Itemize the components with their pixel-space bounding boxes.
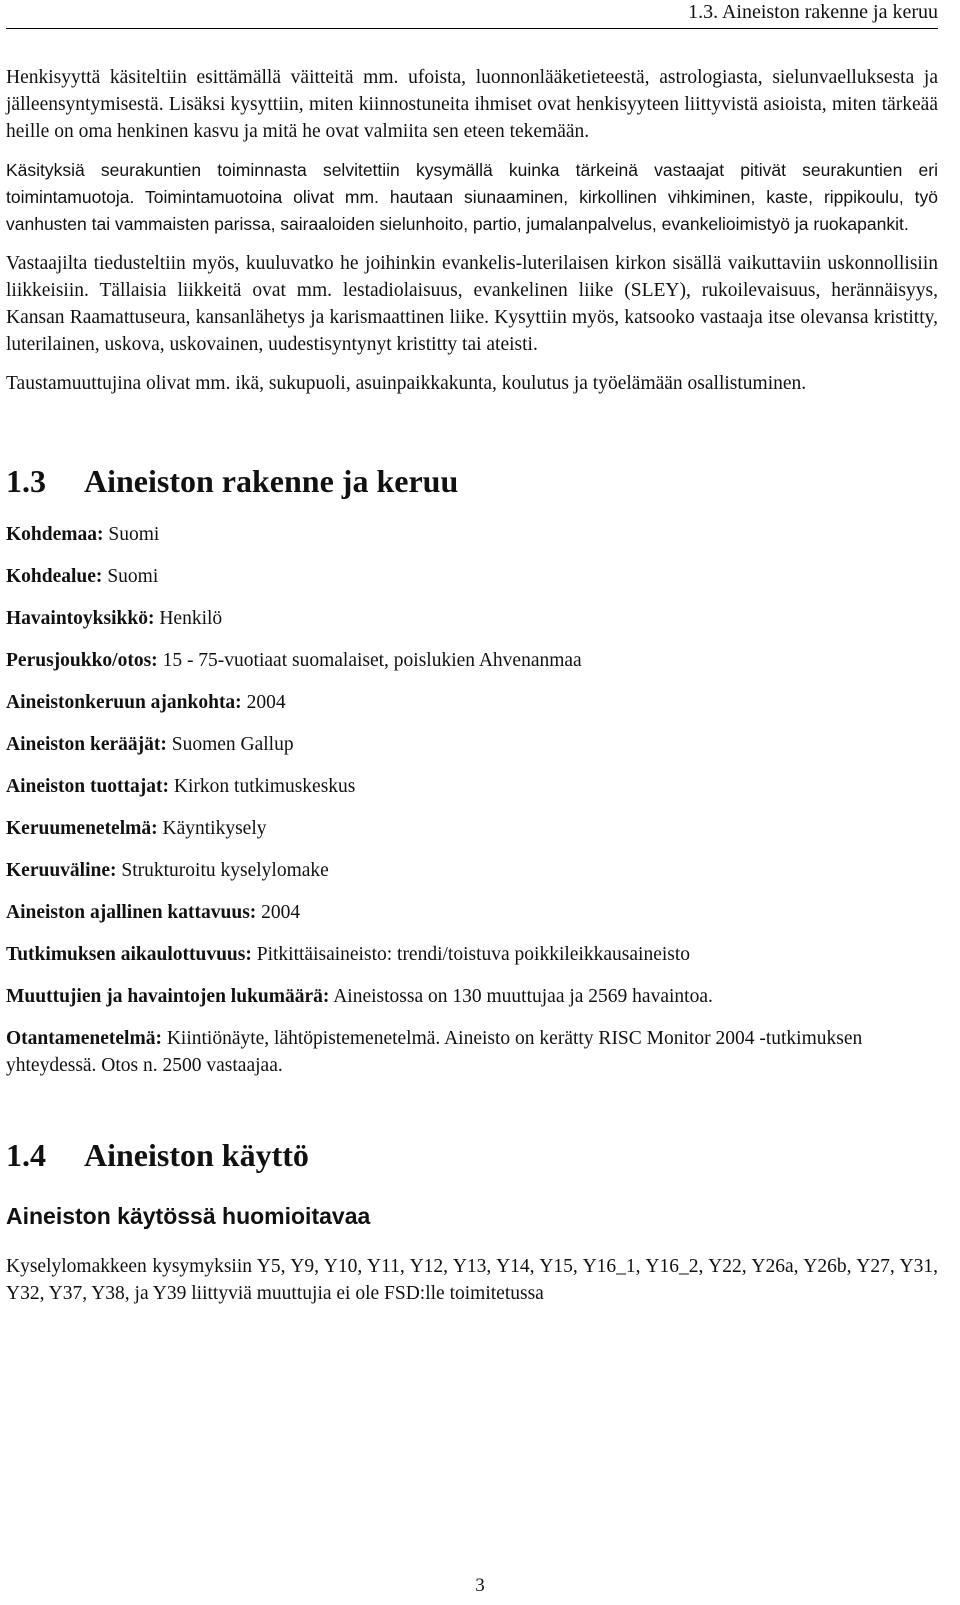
field-temporal-coverage bbox=[6, 899, 938, 926]
field-label: Perusjoukko/otos: bbox=[6, 650, 158, 671]
field-label: Keruumenetelmä: bbox=[6, 818, 158, 839]
field-time-dimension bbox=[6, 941, 938, 968]
field-data-producers bbox=[6, 773, 938, 800]
field-label: Havaintoyksikkö: bbox=[6, 608, 155, 629]
field-collection-method bbox=[6, 815, 938, 842]
intro-paragraph-background-variables: Taustamuuttujina olivat mm. ikä, sukupuoli, asuinpaikkakunta, koulutus ja työelämään osallistuminen. bbox=[6, 373, 807, 394]
field-value: 2004 bbox=[261, 902, 301, 923]
field-value: Suomen Gallup bbox=[171, 734, 294, 755]
field-collection-instrument bbox=[6, 857, 938, 884]
field-data-collectors bbox=[6, 731, 938, 758]
field-label: Keruuväline: bbox=[6, 860, 117, 881]
intro-paragraph-spirituality: Henkisyyttä käsiteltiin esittämällä väitteitä mm. ufoista, luonnonlääketieteestä, astrologiasta, sielunvaelluksesta ja jälleensyntymisestä. Lisäksi kysyttiin, miten kiinnostuneita ihmiset ovat henkisyyteen liittyvistä asioista, miten tärkeää heille on oma henkinen kasvu ja mitä he ovat valmiita sen eteen tekemään. bbox=[6, 67, 938, 142]
field-value: Suomi bbox=[108, 524, 160, 545]
field-label: Aineiston tuottajat: bbox=[6, 776, 170, 797]
field-label: Aineistonkeruun ajankohta: bbox=[6, 692, 242, 713]
field-target-area bbox=[6, 563, 938, 590]
section-1-3-number: 1.3 bbox=[6, 463, 46, 499]
field-population-sample bbox=[6, 647, 938, 674]
intro-paragraph-parish-activities: Käsityksiä seurakuntien toiminnasta selvitettiin kysymällä kuinka tärkeinä vastaajat pitivät seurakuntien eri toimintamuotoja. Toimintamuotoina olivat mm. hautaan siunaaminen, kirkollinen vihkiminen, kaste, rippikoulu, työ vanhusten tai vammaisten parissa, sairaaloiden sielunhoito, partio, jumalanpalvelus, evankelioimistyö ja ruokapankit. bbox=[6, 160, 938, 234]
section-1-3-heading bbox=[6, 461, 938, 501]
field-label: Aineiston kerääjät: bbox=[6, 734, 167, 755]
field-sampling-method bbox=[6, 1025, 938, 1079]
field-value: 2004 bbox=[246, 692, 286, 713]
running-header-title: 1.3. Aineiston rakenne ja keruu bbox=[688, 1, 938, 23]
page-number: 3 bbox=[475, 1575, 485, 1596]
field-target-country bbox=[6, 521, 938, 548]
running-header bbox=[6, 0, 938, 29]
field-value: Aineistossa on 130 muuttujaa ja 2569 havaintoa. bbox=[333, 986, 713, 1007]
field-value: Suomi bbox=[107, 566, 159, 587]
field-label: Kohdemaa: bbox=[6, 524, 104, 545]
intro-paragraph-religious-movements: Vastaajilta tiedusteltiin myös, kuuluvatko he joihinkin evankelis-luterilaisen kirkon sisällä vaikuttaviin uskonnollisiin liikkeisiin. Tällaisia liikkeitä ovat mm. lestadiolaisuus, evankelinen liike (SLEY), rukoilevaisuus, herännäisyys, Kansan Raamattuseura, kansanlähetys ja karismaattinen liike. Kysyttiin myös, katsooko vastaaja itse olevansa kristitty, luterilainen, uskova, uskovainen, uudestisyntynyt kristitty tai ateisti. bbox=[6, 253, 938, 355]
field-collection-date bbox=[6, 689, 938, 716]
field-label: Tutkimuksen aikaulottuvuus: bbox=[6, 944, 252, 965]
field-value: Henkilö bbox=[159, 608, 223, 629]
page-content bbox=[6, 64, 938, 1319]
section-1-4-number: 1.4 bbox=[6, 1137, 46, 1173]
section-1-4-heading bbox=[6, 1135, 938, 1175]
field-value: Kirkon tutkimuskeskus bbox=[173, 776, 356, 797]
section-1-4-title: Aineiston käyttö bbox=[84, 1137, 309, 1173]
subsection-usage-notes-heading: Aineiston käytössä huomioitavaa bbox=[6, 1203, 371, 1229]
usage-notes-paragraph: Kyselylomakkeen kysymyksiin Y5, Y9, Y10, Y11, Y12, Y13, Y14, Y15, Y16_1, Y16_2, Y22, Y26a, Y26b, Y27, Y31, Y32, Y37, Y38, ja Y39 liittyviä muuttujia ei ole FSD:lle toimitetussa bbox=[6, 1256, 938, 1304]
field-value: 15 - 75-vuotiaat suomalaiset, poislukien Ahvenanmaa bbox=[162, 650, 582, 671]
field-value: Kiintiönäyte, lähtöpistemenetelmä. Aineisto on kerätty RISC Monitor 2004 -tutkimuksen yhteydessä. Otos n. 2500 vastaajaa. bbox=[6, 1028, 863, 1076]
field-value: Käyntikysely bbox=[162, 818, 267, 839]
dataset-metadata-list bbox=[6, 521, 938, 1079]
field-observation-unit bbox=[6, 605, 938, 632]
field-value: Strukturoitu kyselylomake bbox=[121, 860, 329, 881]
field-label: Otantamenetelmä: bbox=[6, 1028, 162, 1049]
field-label: Aineiston ajallinen kattavuus: bbox=[6, 902, 257, 923]
field-variable-case-count bbox=[6, 983, 938, 1010]
section-1-3-title: Aineiston rakenne ja keruu bbox=[84, 463, 459, 499]
field-value: Pitkittäisaineisto: trendi/toistuva poikkileikkausaineisto bbox=[256, 944, 691, 965]
field-label: Muuttujien ja havaintojen lukumäärä: bbox=[6, 986, 330, 1007]
field-label: Kohdealue: bbox=[6, 566, 103, 587]
